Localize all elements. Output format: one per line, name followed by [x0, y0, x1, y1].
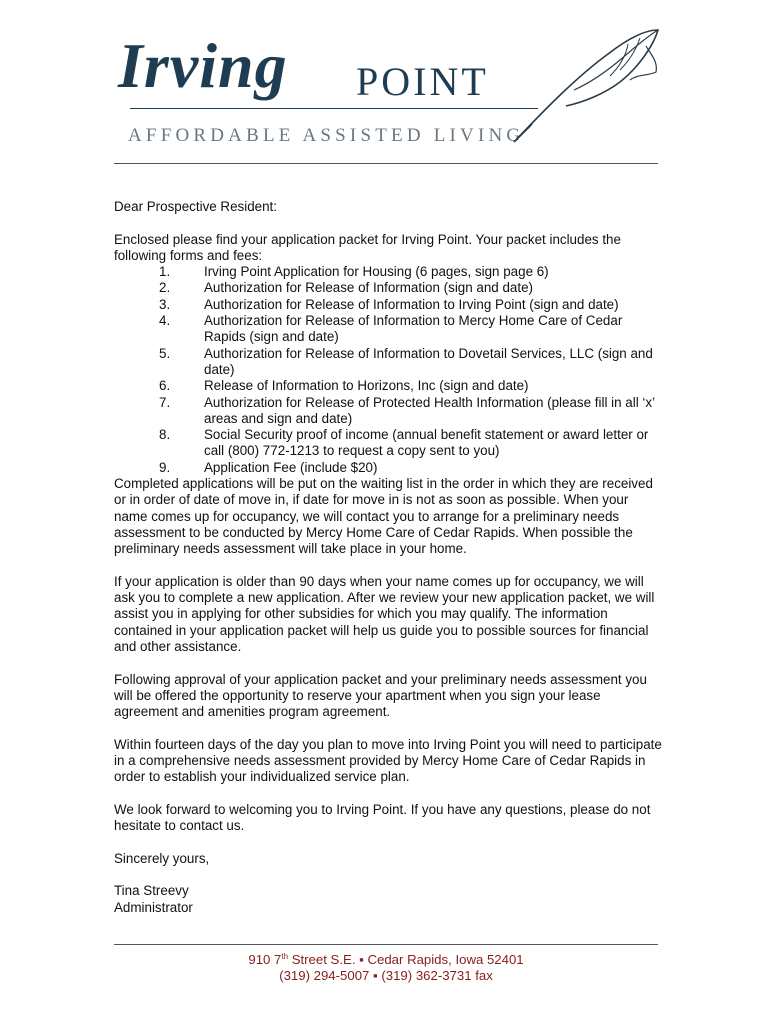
paragraph-90-days: If your application is older than 90 days when your name comes up for occupancy, we will ask you to complete a new application. After we review your new application packet, we will assist you in applying for other subsidies for which you may qualify. The information contained in your application packet will help us guide you to possible sources for financial and other assistance. — [114, 573, 655, 655]
footer-address: 910 7th Street S.E. ▪ Cedar Rapids, Iowa 52401 — [248, 952, 524, 967]
intro-paragraph: Enclosed please find your application packet for Irving Point. Your packet includes the following forms and fees: — [114, 231, 621, 263]
footer-phone: (319) 294-5007 ▪ (319) 362-3731 fax — [279, 968, 493, 983]
list-item: 1. Irving Point Application for Housing (6 pages, sign page 6) — [159, 264, 549, 280]
closing: Sincerely yours, — [114, 850, 210, 866]
list-item: 6. Release of Information to Horizons, Inc (sign and date) — [159, 378, 529, 394]
logo-script-text: Irving — [118, 30, 288, 101]
paragraph-welcome: We look forward to welcoming you to Irving Point. If you have any questions, please do not hesitate to contact us. — [114, 801, 651, 834]
signer-name: Tina Streevy — [114, 883, 189, 899]
signer-title: Administrator — [114, 899, 193, 915]
paragraph-waiting-list: Completed applications will be put on the waiting list in the order in which they are received or in order of date of move in, if date for move in is not as soon as possible. When your name comes up for occupancy, we will contact you to arrange for a preliminary needs assessment to be conducted by Mercy Home Care of Cedar Rapids. When possible the preliminary needs assessment will take place in your home. — [114, 476, 653, 557]
feather-quill-icon — [508, 26, 660, 144]
list-item: 9. Application Fee (include $20) — [159, 459, 378, 475]
logo-point-text: POINT — [356, 59, 489, 104]
list-item: 4. Authorization for Release of Information to Mercy Home Care of Cedar Rapids (sign and date) — [159, 313, 623, 345]
list-item: 2. Authorization for Release of Information (sign and date) — [159, 280, 533, 296]
salutation: Dear Prospective Resident: — [114, 199, 277, 214]
paragraph-approval: Following approval of your application packet and your preliminary needs assessment you will be offered the opportunity to reserve your apartment when you sign your lease agreement and amenities program agreement. — [114, 671, 647, 720]
header-divider — [114, 163, 658, 164]
list-item: 5. Authorization for Release of Information to Dovetail Services, LLC (sign and date) — [159, 345, 653, 377]
list-item: 8. Social Security proof of income (annual benefit statement or award letter or call (800) 772-1213 to request a copy sent to you) — [159, 427, 649, 459]
logo-rule — [130, 108, 538, 109]
logo-tagline: AFFORDABLE ASSISTED LIVING — [128, 125, 525, 146]
list-item: 3. Authorization for Release of Information to Irving Point (sign and date) — [159, 296, 619, 312]
list-item: 7. Authorization for Release of Protected Health Information (please fill in all ‘x’ areas and sign and date) — [159, 394, 655, 426]
letter-body — [114, 199, 662, 916]
enclosure-list — [114, 264, 662, 476]
footer — [114, 949, 658, 984]
logo — [112, 28, 662, 158]
paragraph-assessment: Within fourteen days of the day you plan to move into Irving Point you will need to participate in a comprehensive needs assessment provided by Mercy Home Care of Cedar Rapids in order to establish your individualized service plan. — [114, 736, 662, 785]
footer-divider — [114, 944, 658, 945]
